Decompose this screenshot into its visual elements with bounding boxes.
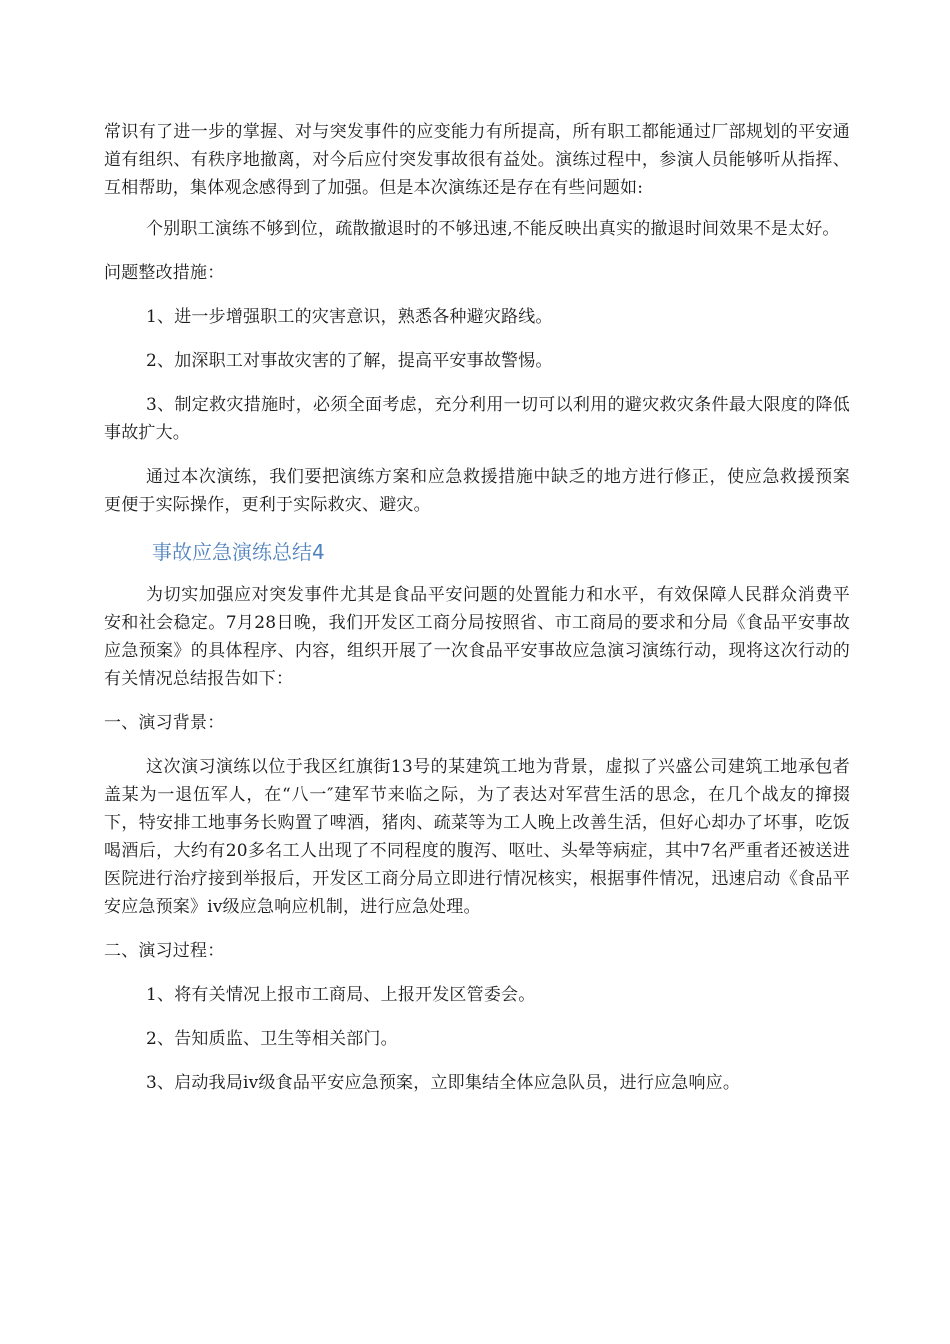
measure-item-1: 1、进一步增强职工的灾害意识，熟悉各种避灾路线。 bbox=[146, 307, 553, 327]
section-heading: 事故应急演练总结4 bbox=[152, 540, 325, 564]
paragraph-intro: 为切实加强应对突发事件尤其是食品平安问题的处置能力和水平，有效保障人民群众消费平安和社会稳定。7月28日晚，我们开发区工商分局按照省、市工商局的要求和分局《食品平安事故应急预案》的具体程序、内容，组织开展了一次食品平安事故应急演习演练行动，现将这次行动的有关情况总结报告如下： bbox=[104, 585, 850, 689]
background-title: 一、演习背景： bbox=[104, 713, 225, 733]
measure-item-2: 2、加深职工对事故灾害的了解，提高平安事故警惕。 bbox=[146, 351, 553, 371]
process-item-2: 2、告知质监、卫生等相关部门。 bbox=[146, 1029, 398, 1049]
process-title: 二、演习过程： bbox=[104, 941, 225, 961]
paragraph-drill-effects: 常识有了进一步的掌握、对与突发事件的应变能力有所提高，所有职工都能通过厂部规划的平安通道有组织、有秩序地撤离，对今后应付突发事故很有益处。演练过程中，参演人员能够听从指挥、互相帮助，集体观念感得到了加强。但是本次演练还是存在有些问题如: bbox=[104, 122, 850, 198]
paragraph-background: 这次演习演练以位于我区红旗街13号的某建筑工地为背景，虚拟了兴盛公司建筑工地承包者盖某为一退伍军人，在“八一″建军节来临之际，为了表达对军营生活的思念，在几个战友的撺掇下，特安排工地事务长购置了啤酒，猪肉、疏菜等为工人晚上改善生活，但好心却办了坏事，吃饭喝酒后，大约有20多名工人出现了不同程度的腹泻、呕吐、头晕等病症，其中7名严重者还被送进医院进行治疗接到举报后，开发区工商分局立即进行情况核实，根据事件情况，迅速启动《食品平安应急预案》iv级应急响应机制，进行应急处理。 bbox=[104, 757, 850, 917]
document-page bbox=[104, 118, 850, 1097]
measures-title: 问题整改措施： bbox=[104, 263, 225, 283]
process-item-3: 3、启动我局iv级食品平安应急预案，立即集结全体应急队员，进行应急响应。 bbox=[146, 1073, 741, 1093]
paragraph-conclusion: 通过本次演练，我们要把演练方案和应急救援措施中缺乏的地方进行修正，使应急救援预案更便于实际操作，更利于实际救灾、避灾。 bbox=[104, 467, 850, 515]
measure-item-3: 3、制定救灾措施时，必须全面考虑，充分利用一切可以利用的避灾救灾条件最大限度的降低事故扩大。 bbox=[104, 395, 850, 443]
process-item-1: 1、将有关情况上报市工商局、上报开发区管委会。 bbox=[146, 985, 536, 1005]
paragraph-problem: 个别职工演练不够到位，疏散撤退时的不够迅速,不能反映出真实的撤退时间效果不是太好。 bbox=[146, 219, 840, 239]
